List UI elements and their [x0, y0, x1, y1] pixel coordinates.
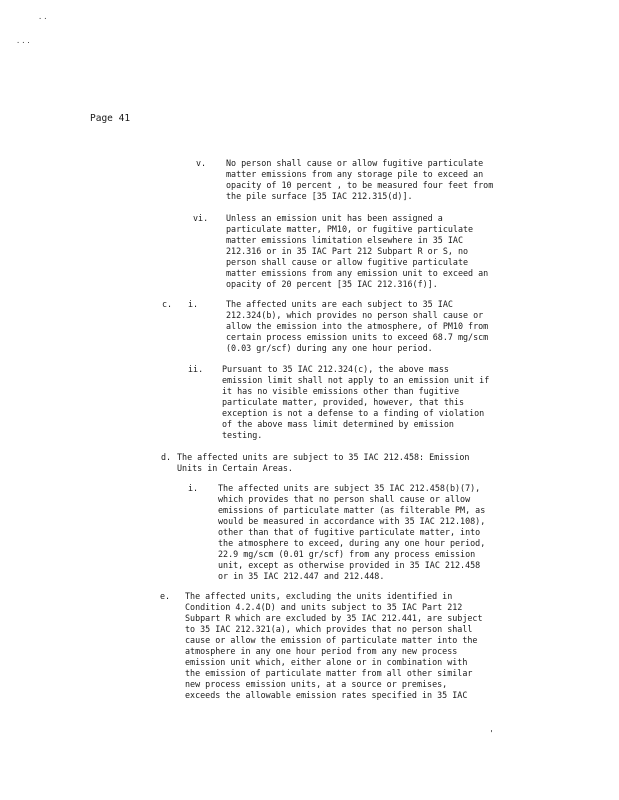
text-line: (0.03 gr/scf) during any one hour period. [226, 343, 433, 353]
text-line: The affected units are each subject to 35 IAC [226, 299, 453, 309]
text-line: unit, except as otherwise provided in 35 IAC 212.458 [218, 560, 481, 570]
item-marker: vi. [193, 213, 209, 223]
item-marker: ii. [188, 364, 204, 374]
text-line: cause or allow the emission of particulate matter into the [185, 635, 478, 645]
item-marker: v. [196, 158, 207, 168]
text-line: atmosphere in any one hour period from any new process [185, 646, 458, 656]
section-marker: c. [162, 299, 173, 309]
text-line: particulate matter, provided, however, that this [222, 397, 465, 407]
corner-mark-1: .. [38, 13, 49, 21]
text-line: other than that of fugitive particulate matter, into [218, 527, 481, 537]
text-line: 22.9 mg/scm (0.01 gr/scf) from any process emission [218, 549, 476, 559]
section-marker: d. [161, 452, 172, 462]
text-line: matter emissions from any emission unit to exceed an [226, 268, 489, 278]
text-line: it has no visible emissions other than fugitive [222, 386, 459, 396]
text-line: The affected units are subject 35 IAC 212.458(b)(7), [218, 483, 481, 493]
text-line: the atmosphere to exceed, during any one hour period, [218, 538, 486, 548]
text-line: exceeds the allowable emission rates specified in 35 IAC [185, 690, 468, 700]
text-line: particulate matter, PM10, or fugitive particulate [226, 224, 474, 234]
text-line: The affected units, excluding the units identified in [185, 591, 453, 601]
text-line: allow the emission into the atmosphere, of PM10 from [226, 321, 489, 331]
text-line: the emission of particulate matter from all other similar [185, 668, 473, 678]
text-line: Unless an emission unit has been assigned a [226, 213, 443, 223]
text-line: exception is not a defense to a finding of violation [222, 408, 485, 418]
text-line: matter emissions from any storage pile to exceed an [226, 169, 484, 179]
section-marker: e. [160, 591, 171, 601]
text-line: No person shall cause or allow fugitive particulate [226, 158, 484, 168]
text-line: 212.324(b), which provides no person shall cause or [226, 310, 484, 320]
text-line: to 35 IAC 212.321(a), which provides that no person shall [185, 624, 473, 634]
item-marker: i. [188, 483, 199, 493]
text-line: opacity of 20 percent [35 IAC 212.316(f)]. [226, 279, 438, 289]
text-line: Subpart R which are excluded by 35 IAC 212.441, are subject [185, 613, 483, 623]
text-line: Condition 4.2.4(D) and units subject to 35 IAC Part 212 [185, 602, 463, 612]
text-line: certain process emission units to exceed 68.7 mg/scm [226, 332, 489, 342]
text-line: Units in Certain Areas. [177, 463, 293, 473]
text-line: emission limit shall not apply to an emission unit if [222, 375, 490, 385]
text-line: Pursuant to 35 IAC 212.324(c), the above mass [222, 364, 449, 374]
corner-mark-2: ... [16, 37, 32, 45]
text-line: new process emission units, at a source or premises, [185, 679, 448, 689]
text-line: matter emissions limitation elsewhere in 35 IAC [226, 235, 463, 245]
text-line: testing. [222, 430, 263, 440]
text-line: person shall cause or allow fugitive particulate [226, 257, 469, 267]
footer-mark: ' [489, 729, 494, 738]
text-line: 212.316 or in 35 IAC Part 212 Subpart R or S, no [226, 246, 469, 256]
text-line: opacity of 10 percent , to be measured four feet from [226, 180, 494, 190]
text-line: would be measured in accordance with 35 IAC 212.108), [218, 516, 486, 526]
text-line: which provides that no person shall cause or allow [218, 494, 471, 504]
text-line: the pile surface [35 IAC 212.315(d)]. [226, 191, 413, 201]
text-line: emissions of particulate matter (as filterable PM, as [218, 505, 486, 515]
text-line: The affected units are subject to 35 IAC 212.458: Emission [177, 452, 470, 462]
text-line: emission unit which, either alone or in combination with [185, 657, 468, 667]
page-number-label: Page 41 [90, 113, 131, 124]
text-line: of the above mass limit determined by emission [222, 419, 454, 429]
item-marker: i. [188, 299, 199, 309]
text-line: or in 35 IAC 212.447 and 212.448. [218, 571, 385, 581]
